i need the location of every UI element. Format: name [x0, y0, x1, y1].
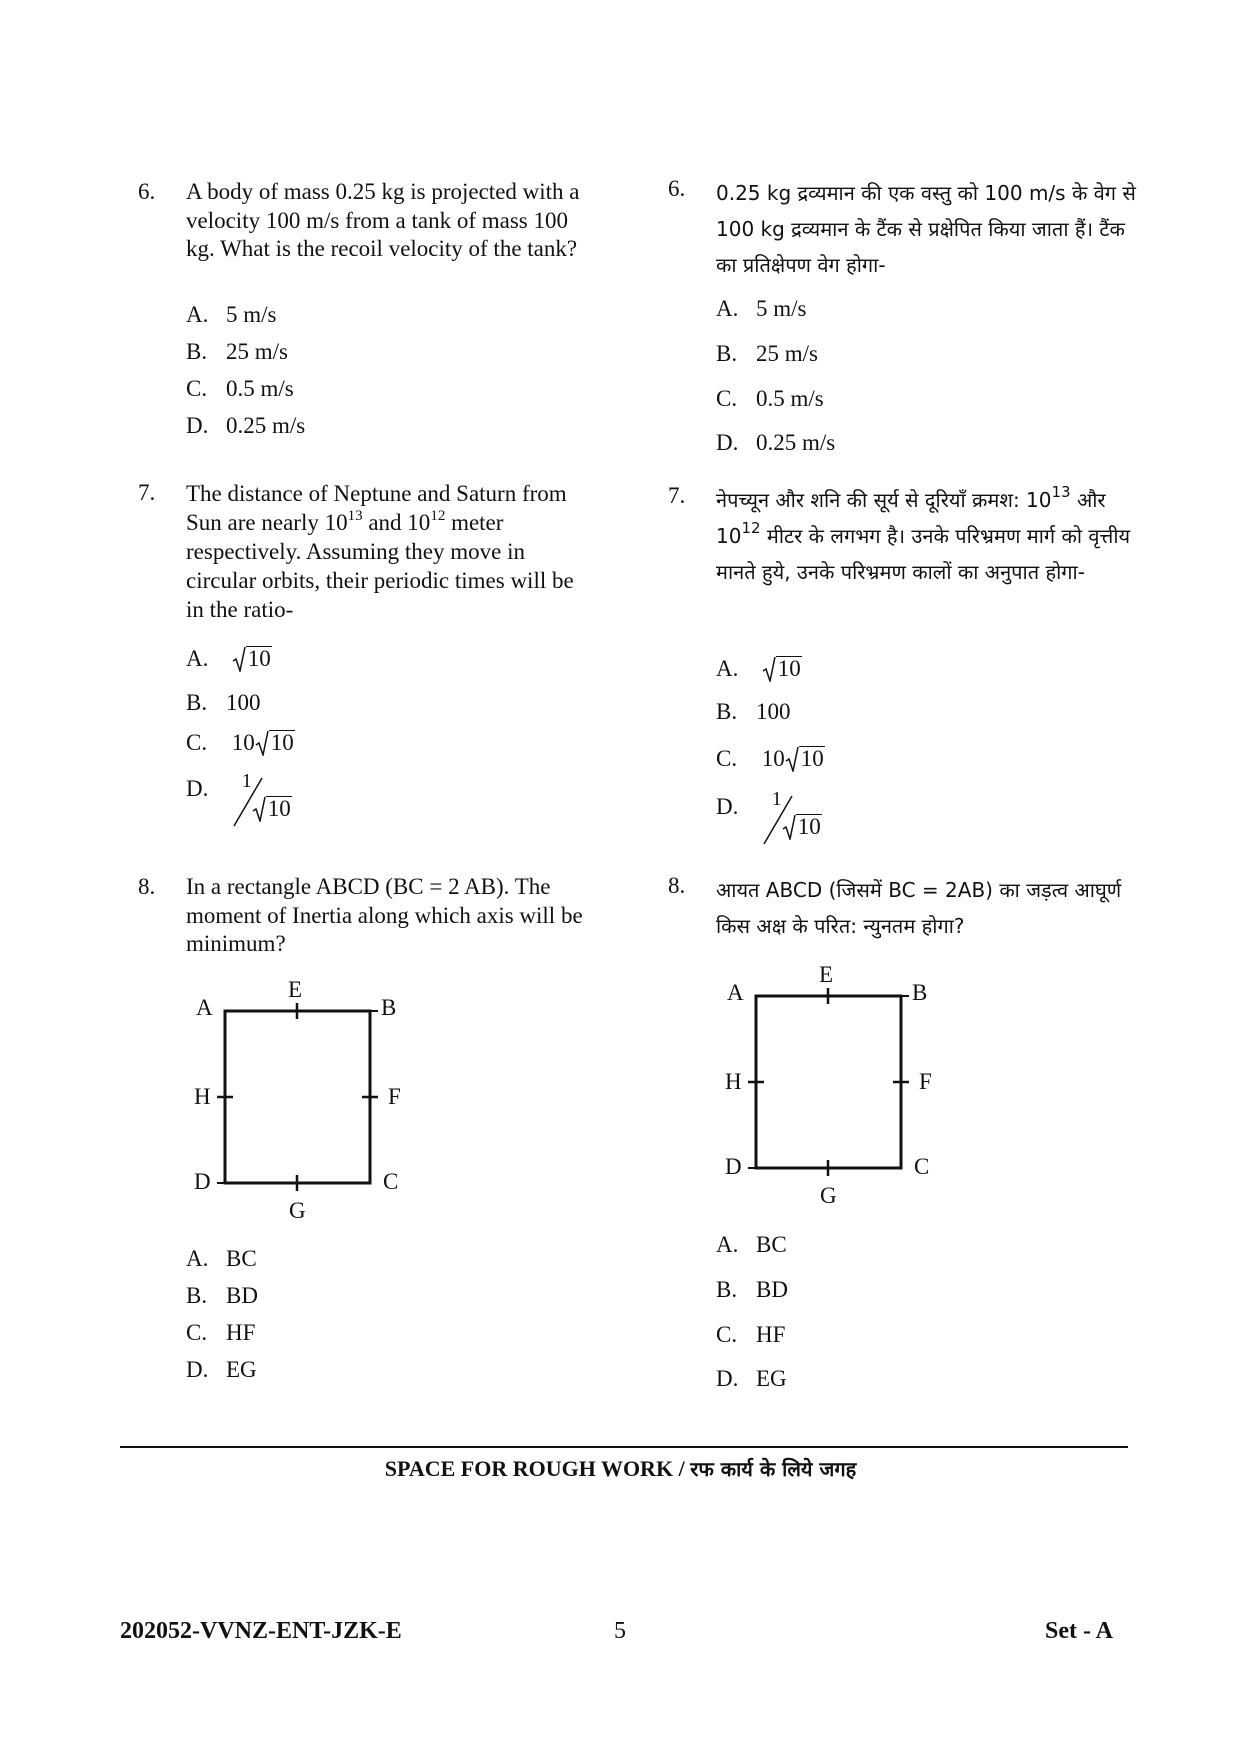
midpoint-label-g: G [289, 1198, 306, 1223]
question-number: 7. [668, 483, 686, 508]
option: D. 0.25 m/s [186, 413, 306, 438]
question-number: 7. [138, 480, 156, 505]
question-number: 8. [138, 874, 156, 899]
vertex-label-b: B [381, 995, 397, 1020]
option: B. 100 [186, 690, 261, 715]
option: D. 0.25 m/s [716, 430, 836, 455]
option: A. 10 [186, 646, 271, 671]
option: C. 0.5 m/s [186, 376, 294, 401]
midpoint-label-f: F [919, 1069, 932, 1094]
option: A. BC [186, 1246, 257, 1271]
option: B. 25 m/s [716, 341, 818, 366]
option: D. EG [186, 1357, 257, 1382]
question-text: A body of mass 0.25 kg is projected with a velocity 100 m/s from a tank of mass 100 kg. What is the recoil velocity of the tank? [186, 179, 580, 261]
vertex-label-c: C [383, 1169, 399, 1194]
option: C. 0.5 m/s [716, 386, 824, 411]
midpoint-label-f: F [388, 1084, 401, 1109]
sqrt-expression: 10 [785, 746, 825, 772]
set-label: Set - A [1045, 1618, 1113, 1644]
option: C. HF [186, 1320, 256, 1345]
sqrt-expression: 10 [762, 656, 802, 682]
option: D. 1 10 [716, 794, 832, 844]
option: D. 1 10 [186, 776, 302, 826]
paper-code: 202052-VVNZ-ENT-JZK-E [120, 1618, 402, 1644]
option: C. 10 10 [716, 746, 824, 771]
vertex-label-b: B [912, 980, 928, 1005]
vertex-label-c: C [914, 1154, 930, 1179]
sqrt-expression: 10 [232, 646, 272, 672]
vertex-label-d: D [725, 1154, 742, 1179]
question-text: The distance of Neptune and Saturn from Sun are nearly $10^{13}$ and $10^{12}$ meter respectively. Assuming they move in circular orbits, their periodic times will be in the ratio- [186, 481, 574, 622]
option: C. HF [716, 1322, 786, 1347]
midpoint-label-e: E [288, 977, 303, 1002]
rough-work-heading: SPACE FOR ROUGH WORK / रफ कार्य के लिये जगह [384, 1456, 857, 1481]
page-number: 5 [614, 1618, 626, 1644]
option: A. 5 m/s [716, 296, 807, 321]
option: B. BD [716, 1277, 788, 1302]
option: C. 10 10 [186, 730, 294, 755]
vertex-label-a: A [727, 980, 744, 1005]
question-text: नेपच्यून और शनि की सूर्य से दूरियाँ क्रमश: $10^{13}$ और $10^{12}$ मीटर के लगभग है। उनके परिभ्रमण मार्ग को वृत्तीय मानते हुये, उनके परिभ्रमण कालों का अनुपात होगा- [716, 483, 1131, 584]
option: A. 5 m/s [186, 302, 277, 327]
option: B. 100 [716, 699, 791, 724]
divider-line [120, 1446, 1128, 1448]
fraction: 1 10 [232, 776, 302, 826]
midpoint-label-h: H [194, 1084, 211, 1109]
midpoint-label-e: E [819, 962, 834, 987]
option: D. EG [716, 1366, 787, 1391]
option: A. 10 [716, 656, 801, 681]
question-text: 0.25 kg द्रव्यमान की एक वस्तु को 100 m/s के वेग से 100 kg द्रव्यमान के टैंक से प्रक्षेपित किया जाता हैं। टैंक का प्रतिक्षेपण वेग होगा- [716, 181, 1136, 277]
question-number: 8. [668, 873, 686, 898]
option: B. 25 m/s [186, 339, 288, 364]
question-number: 6. [138, 179, 156, 204]
question-number: 6. [668, 176, 686, 201]
option: A. BC [716, 1232, 787, 1257]
fraction: 1 10 [762, 794, 832, 844]
midpoint-label-g: G [820, 1183, 837, 1208]
sqrt-expression: 10 [255, 730, 295, 756]
question-text: In a rectangle ABCD (BC = 2 AB). The moment of Inertia along which axis will be minimum? [186, 874, 583, 956]
vertex-label-a: A [196, 995, 213, 1020]
option: B. BD [186, 1283, 258, 1308]
midpoint-label-h: H [725, 1069, 742, 1094]
rectangle-diagram-hi [716, 950, 956, 1220]
question-text: आयत ABCD (जिसमें BC = 2AB) का जड़त्व आघूर्ण किस अक्ष के परित: न्युनतम होगा? [716, 878, 1122, 938]
rectangle-diagram-en [185, 965, 425, 1235]
vertex-label-d: D [194, 1169, 211, 1194]
